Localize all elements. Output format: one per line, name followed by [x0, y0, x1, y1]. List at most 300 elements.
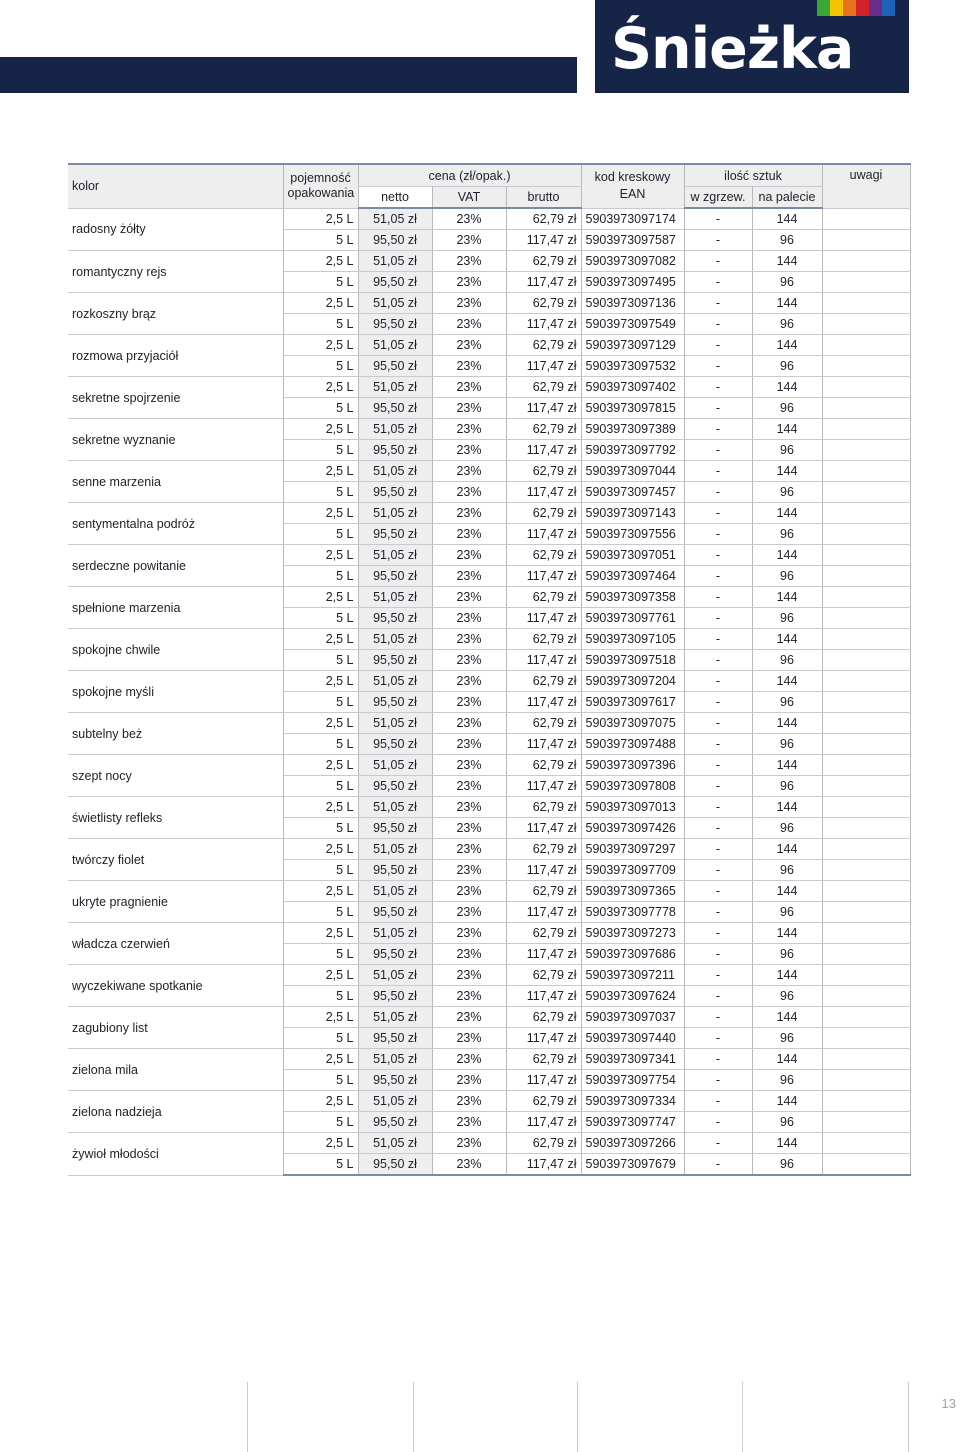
logo-text: Śnieżka	[611, 16, 854, 82]
cell-cap: 2,5 L	[283, 923, 358, 944]
cell-pack: -	[684, 755, 752, 776]
cell-ean: 5903973097440	[581, 1028, 684, 1049]
table-row	[68, 461, 910, 482]
color-name: szept nocy	[68, 755, 283, 797]
cell-netto: 51,05 zł	[358, 755, 432, 776]
cell-notes	[822, 440, 910, 461]
cell-vat: 23%	[432, 398, 506, 419]
cell-ean: 5903973097266	[581, 1133, 684, 1154]
cell-pack: -	[684, 776, 752, 797]
cell-pack: -	[684, 356, 752, 377]
cell-vat: 23%	[432, 1070, 506, 1091]
cell-pallet: 144	[752, 293, 822, 314]
cell-pallet: 96	[752, 902, 822, 923]
page-number: 13	[941, 1396, 956, 1411]
cell-cap: 5 L	[283, 692, 358, 713]
cell-netto: 95,50 zł	[358, 398, 432, 419]
color-name: sekretne wyznanie	[68, 419, 283, 461]
cell-pack: -	[684, 629, 752, 650]
header-ean	[581, 164, 684, 208]
cell-netto: 95,50 zł	[358, 356, 432, 377]
cell-ean: 5903973097587	[581, 230, 684, 251]
cell-ean: 5903973097556	[581, 524, 684, 545]
cell-netto: 95,50 zł	[358, 692, 432, 713]
cell-netto: 51,05 zł	[358, 965, 432, 986]
cell-netto: 95,50 zł	[358, 440, 432, 461]
cell-pack: -	[684, 944, 752, 965]
cell-netto: 95,50 zł	[358, 1070, 432, 1091]
cell-netto: 51,05 zł	[358, 335, 432, 356]
cell-vat: 23%	[432, 1154, 506, 1176]
cell-netto: 51,05 zł	[358, 503, 432, 524]
cell-notes	[822, 986, 910, 1007]
cell-netto: 95,50 zł	[358, 650, 432, 671]
cell-netto: 95,50 zł	[358, 482, 432, 503]
cell-netto: 51,05 zł	[358, 545, 432, 566]
cell-notes	[822, 251, 910, 272]
header-color: kolor	[68, 164, 283, 208]
cell-pack: -	[684, 860, 752, 881]
cell-netto: 51,05 zł	[358, 461, 432, 482]
table-row	[68, 881, 910, 902]
table-row	[68, 335, 910, 356]
cell-vat: 23%	[432, 671, 506, 692]
cell-notes	[822, 839, 910, 860]
cell-pack: -	[684, 839, 752, 860]
cell-ean: 5903973097709	[581, 860, 684, 881]
cell-ean: 5903973097815	[581, 398, 684, 419]
cell-netto: 51,05 zł	[358, 208, 432, 230]
cell-ean: 5903973097204	[581, 671, 684, 692]
cell-notes	[822, 608, 910, 629]
cell-pack: -	[684, 1007, 752, 1028]
cell-brutto: 62,79 zł	[506, 335, 581, 356]
cell-pallet: 144	[752, 881, 822, 902]
cell-pack: -	[684, 545, 752, 566]
cell-vat: 23%	[432, 965, 506, 986]
cell-brutto: 62,79 zł	[506, 461, 581, 482]
cell-pallet: 96	[752, 230, 822, 251]
cell-cap: 5 L	[283, 524, 358, 545]
header-qty-pallet: na palecie	[752, 187, 822, 209]
cell-ean: 5903973097297	[581, 839, 684, 860]
cell-notes	[822, 566, 910, 587]
cell-cap: 5 L	[283, 902, 358, 923]
cell-vat: 23%	[432, 881, 506, 902]
table-row	[68, 965, 910, 986]
cell-pallet: 144	[752, 251, 822, 272]
table-row	[68, 1133, 910, 1154]
cell-cap: 5 L	[283, 314, 358, 335]
cell-vat: 23%	[432, 650, 506, 671]
cell-pack: -	[684, 881, 752, 902]
cell-pack: -	[684, 1154, 752, 1176]
cell-cap: 5 L	[283, 440, 358, 461]
cell-pallet: 144	[752, 503, 822, 524]
cell-notes	[822, 1133, 910, 1154]
cell-brutto: 117,47 zł	[506, 524, 581, 545]
cell-cap: 5 L	[283, 1154, 358, 1176]
cell-notes	[822, 776, 910, 797]
cell-ean: 5903973097273	[581, 923, 684, 944]
cell-vat: 23%	[432, 587, 506, 608]
cell-pallet: 144	[752, 208, 822, 230]
cell-brutto: 62,79 zł	[506, 923, 581, 944]
cell-cap: 2,5 L	[283, 965, 358, 986]
color-name: władcza czerwień	[68, 923, 283, 965]
cell-notes	[822, 272, 910, 293]
cell-cap: 5 L	[283, 482, 358, 503]
header-capacity-line1: pojemność	[290, 171, 351, 186]
cell-brutto: 62,79 zł	[506, 713, 581, 734]
cell-pack: -	[684, 419, 752, 440]
cell-cap: 2,5 L	[283, 1091, 358, 1112]
cell-netto: 95,50 zł	[358, 734, 432, 755]
table-row	[68, 713, 910, 734]
cell-cap: 2,5 L	[283, 208, 358, 230]
cell-pallet: 96	[752, 482, 822, 503]
brand-logo	[595, 0, 909, 93]
cell-netto: 51,05 zł	[358, 839, 432, 860]
cell-vat: 23%	[432, 293, 506, 314]
cell-notes	[822, 314, 910, 335]
color-name: twórczy fiolet	[68, 839, 283, 881]
cell-netto: 95,50 zł	[358, 1154, 432, 1176]
header-ean-line1: kod kreskowy	[594, 170, 671, 185]
cell-pack: -	[684, 1028, 752, 1049]
cell-vat: 23%	[432, 440, 506, 461]
cell-pallet: 144	[752, 1049, 822, 1070]
cell-cap: 5 L	[283, 1070, 358, 1091]
cell-notes	[822, 965, 910, 986]
cell-pallet: 144	[752, 587, 822, 608]
cell-notes	[822, 419, 910, 440]
cell-netto: 95,50 zł	[358, 314, 432, 335]
color-name: serdeczne powitanie	[68, 545, 283, 587]
cell-netto: 51,05 zł	[358, 419, 432, 440]
cell-ean: 5903973097488	[581, 734, 684, 755]
cell-cap: 5 L	[283, 566, 358, 587]
table-row	[68, 1091, 910, 1112]
cell-notes	[822, 293, 910, 314]
cell-notes	[822, 335, 910, 356]
cell-brutto: 117,47 zł	[506, 356, 581, 377]
cell-pallet: 144	[752, 839, 822, 860]
cell-ean: 5903973097495	[581, 272, 684, 293]
cell-cap: 5 L	[283, 986, 358, 1007]
cell-notes	[822, 923, 910, 944]
cell-vat: 23%	[432, 377, 506, 398]
cell-pallet: 144	[752, 713, 822, 734]
cell-pack: -	[684, 713, 752, 734]
cell-pack: -	[684, 1112, 752, 1133]
cell-ean: 5903973097747	[581, 1112, 684, 1133]
cell-pallet: 144	[752, 1007, 822, 1028]
cell-netto: 51,05 zł	[358, 377, 432, 398]
cell-pallet: 96	[752, 314, 822, 335]
cell-pack: -	[684, 566, 752, 587]
cell-netto: 95,50 zł	[358, 986, 432, 1007]
cell-pack: -	[684, 482, 752, 503]
cell-notes	[822, 1049, 910, 1070]
cell-pack: -	[684, 524, 752, 545]
cell-ean: 5903973097464	[581, 566, 684, 587]
color-name: wyczekiwane spotkanie	[68, 965, 283, 1007]
color-name: spokojne myśli	[68, 671, 283, 713]
cell-vat: 23%	[432, 566, 506, 587]
color-name: żywioł młodości	[68, 1133, 283, 1176]
cell-pallet: 96	[752, 524, 822, 545]
cell-notes	[822, 356, 910, 377]
cell-ean: 5903973097792	[581, 440, 684, 461]
cell-brutto: 62,79 zł	[506, 1007, 581, 1028]
table-row	[68, 1049, 910, 1070]
cell-notes	[822, 461, 910, 482]
header-brutto: brutto	[506, 187, 581, 209]
cell-vat: 23%	[432, 482, 506, 503]
cell-notes	[822, 860, 910, 881]
cell-vat: 23%	[432, 608, 506, 629]
cell-vat: 23%	[432, 692, 506, 713]
footer-dividers	[0, 1382, 960, 1452]
cell-pallet: 96	[752, 860, 822, 881]
cell-cap: 2,5 L	[283, 503, 358, 524]
cell-netto: 95,50 zł	[358, 272, 432, 293]
cell-brutto: 117,47 zł	[506, 482, 581, 503]
cell-ean: 5903973097365	[581, 881, 684, 902]
cell-pallet: 96	[752, 944, 822, 965]
cell-brutto: 117,47 zł	[506, 776, 581, 797]
cell-ean: 5903973097082	[581, 251, 684, 272]
cell-notes	[822, 545, 910, 566]
cell-netto: 51,05 zł	[358, 293, 432, 314]
cell-vat: 23%	[432, 230, 506, 251]
cell-netto: 51,05 zł	[358, 251, 432, 272]
cell-pack: -	[684, 377, 752, 398]
cell-vat: 23%	[432, 923, 506, 944]
cell-cap: 5 L	[283, 272, 358, 293]
cell-cap: 2,5 L	[283, 545, 358, 566]
price-table-body	[68, 208, 910, 1175]
cell-brutto: 117,47 zł	[506, 440, 581, 461]
cell-brutto: 117,47 zł	[506, 1070, 581, 1091]
cell-netto: 95,50 zł	[358, 1112, 432, 1133]
cell-vat: 23%	[432, 335, 506, 356]
cell-pack: -	[684, 503, 752, 524]
cell-cap: 5 L	[283, 398, 358, 419]
cell-pallet: 96	[752, 1028, 822, 1049]
cell-pack: -	[684, 692, 752, 713]
cell-pack: -	[684, 965, 752, 986]
table-row	[68, 1007, 910, 1028]
cell-vat: 23%	[432, 734, 506, 755]
cell-vat: 23%	[432, 839, 506, 860]
cell-cap: 5 L	[283, 230, 358, 251]
table-row	[68, 545, 910, 566]
cell-vat: 23%	[432, 545, 506, 566]
color-name: subtelny beż	[68, 713, 283, 755]
cell-vat: 23%	[432, 1133, 506, 1154]
cell-netto: 51,05 zł	[358, 713, 432, 734]
cell-notes	[822, 881, 910, 902]
color-name: senne marzenia	[68, 461, 283, 503]
cell-brutto: 117,47 zł	[506, 986, 581, 1007]
cell-netto: 95,50 zł	[358, 944, 432, 965]
cell-vat: 23%	[432, 629, 506, 650]
cell-brutto: 62,79 zł	[506, 1049, 581, 1070]
cell-ean: 5903973097396	[581, 755, 684, 776]
cell-cap: 5 L	[283, 860, 358, 881]
cell-pallet: 144	[752, 1091, 822, 1112]
cell-netto: 51,05 zł	[358, 587, 432, 608]
cell-notes	[822, 1112, 910, 1133]
cell-ean: 5903973097617	[581, 692, 684, 713]
cell-pack: -	[684, 986, 752, 1007]
cell-brutto: 117,47 zł	[506, 944, 581, 965]
cell-cap: 2,5 L	[283, 881, 358, 902]
cell-vat: 23%	[432, 776, 506, 797]
table-row	[68, 671, 910, 692]
table-row	[68, 755, 910, 776]
cell-brutto: 62,79 zł	[506, 629, 581, 650]
cell-netto: 51,05 zł	[358, 1049, 432, 1070]
cell-pallet: 144	[752, 797, 822, 818]
cell-brutto: 62,79 zł	[506, 587, 581, 608]
cell-pallet: 96	[752, 776, 822, 797]
cell-notes	[822, 524, 910, 545]
cell-ean: 5903973097143	[581, 503, 684, 524]
cell-ean: 5903973097457	[581, 482, 684, 503]
cell-ean: 5903973097402	[581, 377, 684, 398]
cell-ean: 5903973097044	[581, 461, 684, 482]
cell-pallet: 96	[752, 1154, 822, 1176]
cell-vat: 23%	[432, 713, 506, 734]
cell-notes	[822, 1070, 910, 1091]
cell-cap: 2,5 L	[283, 251, 358, 272]
cell-pallet: 96	[752, 1112, 822, 1133]
cell-notes	[822, 902, 910, 923]
cell-ean: 5903973097051	[581, 545, 684, 566]
cell-brutto: 62,79 zł	[506, 755, 581, 776]
color-name: zielona mila	[68, 1049, 283, 1091]
cell-vat: 23%	[432, 356, 506, 377]
cell-ean: 5903973097334	[581, 1091, 684, 1112]
cell-netto: 51,05 zł	[358, 671, 432, 692]
cell-pallet: 144	[752, 629, 822, 650]
cell-pallet: 144	[752, 965, 822, 986]
table-row	[68, 419, 910, 440]
cell-notes	[822, 1154, 910, 1176]
cell-vat: 23%	[432, 272, 506, 293]
cell-notes	[822, 713, 910, 734]
color-name: sentymentalna podróż	[68, 503, 283, 545]
cell-ean: 5903973097037	[581, 1007, 684, 1028]
cell-pallet: 96	[752, 692, 822, 713]
table-row	[68, 839, 910, 860]
cell-cap: 5 L	[283, 776, 358, 797]
cell-ean: 5903973097136	[581, 293, 684, 314]
cell-vat: 23%	[432, 208, 506, 230]
cell-cap: 2,5 L	[283, 1007, 358, 1028]
cell-ean: 5903973097549	[581, 314, 684, 335]
color-name: spełnione marzenia	[68, 587, 283, 629]
cell-pack: -	[684, 650, 752, 671]
color-name: radosny żółty	[68, 208, 283, 251]
cell-cap: 5 L	[283, 734, 358, 755]
cell-ean: 5903973097341	[581, 1049, 684, 1070]
cell-notes	[822, 1028, 910, 1049]
color-name: rozmowa przyjaciół	[68, 335, 283, 377]
cell-vat: 23%	[432, 944, 506, 965]
cell-cap: 2,5 L	[283, 797, 358, 818]
cell-pallet: 144	[752, 545, 822, 566]
cell-vat: 23%	[432, 1028, 506, 1049]
cell-cap: 2,5 L	[283, 293, 358, 314]
cell-pallet: 96	[752, 1070, 822, 1091]
cell-pallet: 144	[752, 461, 822, 482]
table-row	[68, 923, 910, 944]
cell-brutto: 62,79 zł	[506, 965, 581, 986]
cell-cap: 2,5 L	[283, 1049, 358, 1070]
cell-pallet: 96	[752, 986, 822, 1007]
header-notes: uwagi	[822, 164, 910, 208]
cell-netto: 95,50 zł	[358, 566, 432, 587]
cell-pallet: 96	[752, 566, 822, 587]
cell-ean: 5903973097624	[581, 986, 684, 1007]
cell-pallet: 96	[752, 272, 822, 293]
cell-pack: -	[684, 461, 752, 482]
cell-cap: 2,5 L	[283, 461, 358, 482]
color-name: rozkoszny brąz	[68, 293, 283, 335]
cell-netto: 95,50 zł	[358, 776, 432, 797]
cell-ean: 5903973097778	[581, 902, 684, 923]
cell-ean: 5903973097389	[581, 419, 684, 440]
cell-brutto: 62,79 zł	[506, 293, 581, 314]
cell-notes	[822, 1091, 910, 1112]
color-name: romantyczny rejs	[68, 251, 283, 293]
cell-ean: 5903973097358	[581, 587, 684, 608]
cell-vat: 23%	[432, 860, 506, 881]
cell-vat: 23%	[432, 1049, 506, 1070]
cell-ean: 5903973097532	[581, 356, 684, 377]
cell-netto: 51,05 zł	[358, 881, 432, 902]
cell-netto: 95,50 zł	[358, 818, 432, 839]
cell-pallet: 96	[752, 398, 822, 419]
cell-pallet: 144	[752, 755, 822, 776]
cell-netto: 95,50 zł	[358, 1028, 432, 1049]
cell-vat: 23%	[432, 797, 506, 818]
color-name: sekretne spojrzenie	[68, 377, 283, 419]
cell-pack: -	[684, 818, 752, 839]
cell-notes	[822, 398, 910, 419]
cell-cap: 2,5 L	[283, 671, 358, 692]
cell-brutto: 117,47 zł	[506, 1028, 581, 1049]
color-name: spokojne chwile	[68, 629, 283, 671]
cell-brutto: 117,47 zł	[506, 272, 581, 293]
cell-netto: 51,05 zł	[358, 797, 432, 818]
header-ean-line2: EAN	[619, 187, 646, 202]
cell-cap: 2,5 L	[283, 1133, 358, 1154]
cell-brutto: 62,79 zł	[506, 1091, 581, 1112]
cell-pack: -	[684, 671, 752, 692]
cell-cap: 5 L	[283, 608, 358, 629]
cell-pack: -	[684, 1070, 752, 1091]
cell-pack: -	[684, 1091, 752, 1112]
cell-brutto: 62,79 zł	[506, 251, 581, 272]
cell-pack: -	[684, 1133, 752, 1154]
cell-pack: -	[684, 272, 752, 293]
cell-brutto: 117,47 zł	[506, 566, 581, 587]
